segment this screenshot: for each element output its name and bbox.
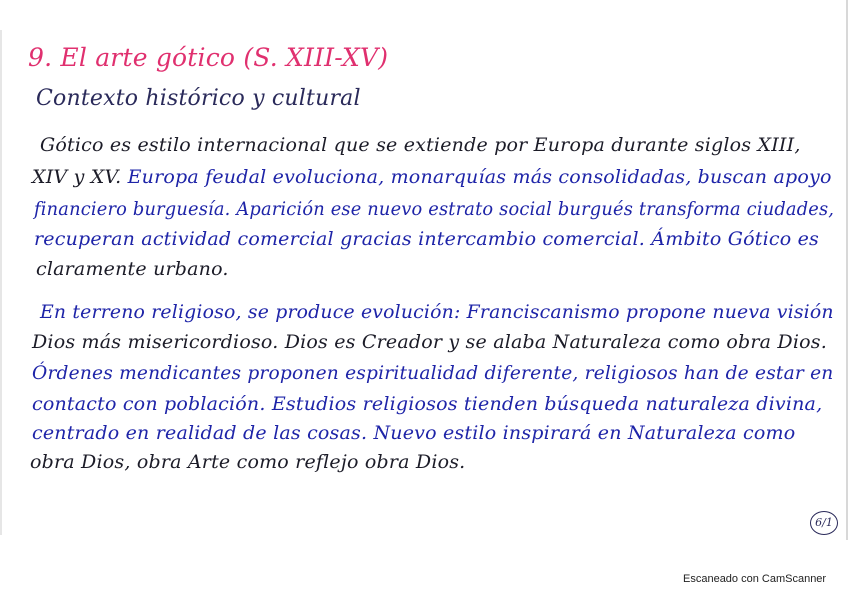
page-title: 9. El arte gótico (S. XIII-XV) bbox=[28, 43, 389, 72]
handwritten-segment: XIV y XV. bbox=[32, 166, 128, 188]
paragraph-2-line bbox=[32, 422, 795, 444]
handwritten-segment: centrado en realidad de las cosas. Nuevo estilo inspirará en Naturaleza como bbox=[32, 422, 796, 444]
handwritten-segment: recuperan actividad comercial gracias intercambio comercial. Ámbito Gótico es bbox=[34, 228, 820, 250]
handwritten-segment: contacto con población. Estudios religiosos tienden búsqueda naturaleza divina, bbox=[32, 393, 823, 415]
paragraph-2-line bbox=[32, 393, 822, 415]
paragraph-2-line bbox=[30, 451, 465, 473]
handwritten-segment: En terreno religioso, se produce evolución: Franciscanismo propone nueva visión bbox=[40, 301, 834, 323]
handwritten-segment: obra Dios, obra Arte como reflejo obra Dios. bbox=[30, 451, 466, 473]
handwritten-segment: Órdenes mendicantes proponen espiritualidad diferente, religiosos han de estar en bbox=[32, 362, 834, 384]
page-number: 6/1 bbox=[810, 511, 838, 535]
handwritten-segment: claramente urbano. bbox=[36, 258, 229, 280]
paragraph-2-line bbox=[40, 301, 834, 323]
handwritten-segment: Gótico es estilo internacional que se extiende por Europa durante siglos XIII, bbox=[40, 134, 801, 156]
paragraph-1-line bbox=[32, 166, 832, 188]
section-subtitle: Contexto histórico y cultural bbox=[36, 86, 361, 111]
handwritten-segment: Dios más misericordioso. Dios es Creador y se alaba Naturaleza como obra Dios. bbox=[32, 331, 827, 353]
paragraph-2-line bbox=[32, 362, 833, 384]
handwritten-segment: financiero burguesía. Aparición ese nuevo estrato social burgués transforma ciudades, bbox=[34, 198, 835, 220]
paragraph-1-line bbox=[40, 134, 801, 156]
camscanner-watermark: Escaneado con CamScanner bbox=[683, 573, 827, 585]
paragraph-1-line bbox=[34, 228, 819, 250]
page-edge bbox=[0, 30, 2, 535]
paragraph-1-line bbox=[36, 258, 229, 280]
handwritten-segment: Europa feudal evoluciona, monarquías más consolidadas, buscan apoyo bbox=[127, 166, 832, 188]
paragraph-2-line bbox=[32, 331, 827, 353]
paragraph-1-line bbox=[34, 198, 834, 220]
